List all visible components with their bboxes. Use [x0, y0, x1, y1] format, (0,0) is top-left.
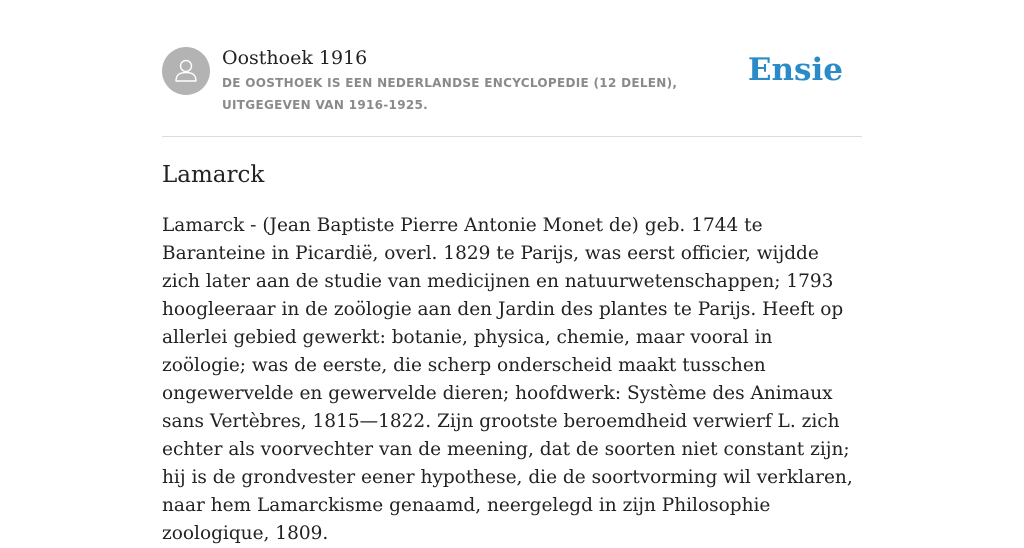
source-description: DE OOSTHOEK IS EEN NEDERLANDSE ENCYCLOPEDIE (12 DELEN), UITGEGEVEN VAN 1916-1925. — [222, 76, 678, 112]
article-title: Lamarck — [162, 162, 265, 188]
source-header — [162, 0, 862, 137]
avatar[interactable] — [162, 47, 210, 95]
source-title[interactable]: Oosthoek 1916 — [222, 47, 368, 69]
user-icon — [162, 47, 210, 95]
article-body: Lamarck - (Jean Baptiste Pierre Antonie Monet de) geb. 1744 te Baranteine in Picardië, overl. 1829 te Parijs, was eerst officier, wijdde zich later aan de studie van medicijnen en natuurwetenschappen; 1793 hoogleeraar in de zoölogie aan den Jardin des plantes te Parijs. Heeft op allerlei gebied gewerkt: botanie, physica, chemie, maar vooral in zoölogie; was de eerste, die scherp onderscheid maakt tusschen ongewervelde en gewervelde dieren; hoofdwerk: Système des Animaux sans Vertèbres, 1815—1822. Zijn grootste beroemdheid verwierf L. zich echter als voorvechter van de meening, dat de soorten niet constant zijn; hij is de grondvester eener hypothese, die de soortvorming wil verklaren, naar hem Lamarckisme genaamd, neergelegd in zijn Philosophie zoologique, 1809. — [162, 215, 853, 544]
brand-logo[interactable]: Ensie — [747, 52, 843, 88]
entry-card — [162, 0, 862, 544]
